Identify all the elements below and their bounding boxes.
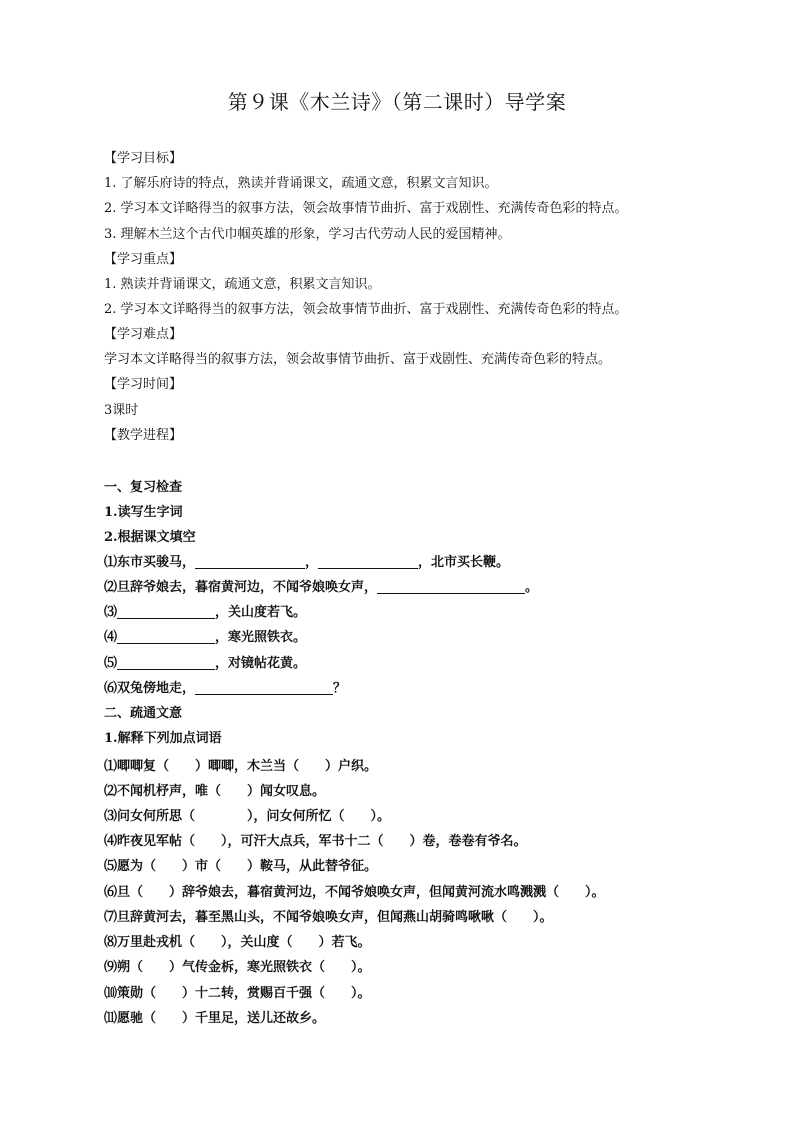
fill-question-5-text-b: ，对镜帖花黄。 — [215, 656, 307, 671]
fill-question-6-text-a: ⑹双兔傍地走， — [104, 681, 196, 696]
word-question-10: ⑽策勋（ ）十二转，赏赐百千强（ ）。 — [104, 986, 371, 1001]
page-title: 第９课《木兰诗》（第二课时）导学案 — [227, 90, 567, 114]
fill-question-3-text-b: ，关山度若飞。 — [215, 605, 307, 620]
word-question-9: ⑼朔（ ）气传金柝，寒光照铁衣（ ）。 — [104, 960, 371, 975]
word-question-5: ⑸愿为（ ）市（ ）鞍马，从此替爷征。 — [104, 859, 378, 874]
word-question-7: ⑺旦辞黄河去，暮至黑山头，不闻爷娘唤女声，但闻燕山胡骑鸣啾啾（ ）。 — [104, 910, 553, 925]
meaning-heading: 二、疏通文意 — [104, 706, 183, 721]
answer-blank[interactable] — [117, 656, 215, 670]
answer-blank[interactable] — [195, 681, 333, 695]
word-question-11: ⑾愿驰（ ）千里足，送儿还故乡。 — [104, 1011, 326, 1026]
objective-item-1: 1. 了解乐府诗的特点，熟读并背诵课文，疏通文意，积累文言知识。 — [104, 176, 498, 191]
time-heading: 【学习时间】 — [104, 377, 183, 392]
answer-blank[interactable] — [195, 555, 305, 569]
key-point-item-1: 1. 熟读并背诵课文，疏通文意，积累文言知识。 — [104, 277, 381, 292]
objective-item-3: 3. 理解木兰这个古代巾帼英雄的形象，学习古代劳动人民的爱国精神。 — [104, 227, 511, 242]
review-heading: 一、复习检查 — [104, 480, 183, 495]
fill-question-4-text-a: ⑷ — [104, 630, 118, 645]
fill-question-5-text-a: ⑸ — [104, 656, 118, 671]
time-text: 3课时 — [104, 403, 139, 418]
word-question-2: ⑵不闻机杼声，唯（ ）闻女叹息。 — [104, 784, 326, 799]
fill-question-3-text-a: ⑶ — [104, 605, 118, 620]
difficulty-heading: 【学习难点】 — [104, 327, 183, 342]
fill-question-2 — [104, 580, 538, 596]
fill-question-4-text-b: ，寒光照铁衣。 — [215, 630, 307, 645]
answer-blank[interactable] — [377, 580, 525, 594]
word-question-4: ⑷昨夜见军帖（ ），可汗大点兵，军书十二（ ）卷，卷卷有爷名。 — [104, 834, 527, 849]
fill-question-1-text-b: ， — [305, 555, 319, 570]
objectives-heading: 【学习目标】 — [104, 151, 183, 166]
fill-question-2-text-b: 。 — [525, 580, 539, 595]
fill-question-1-text-a: ⑴东市买骏马， — [104, 555, 196, 570]
fill-question-1-text-c: ，北市买长鞭。 — [418, 555, 510, 570]
fill-question-1 — [104, 555, 509, 571]
review-sub-2: 2.根据课文填空 — [104, 530, 196, 545]
key-point-item-2: 2. 学习本文详略得当的叙事方法，领会故事情节曲折、富于戏剧性、充满传奇色彩的特点。 — [104, 302, 628, 317]
fill-question-6-text-b: ？ — [333, 681, 347, 696]
word-question-3: ⑶问女何所思（ ），问女何所忆（ ）。 — [104, 809, 391, 824]
fill-question-5 — [104, 656, 306, 672]
fill-question-4 — [104, 630, 306, 646]
fill-question-6 — [104, 681, 346, 697]
difficulty-text: 学习本文详略得当的叙事方法，领会故事情节曲折、富于戏剧性、充满传奇色彩的特点。 — [104, 352, 612, 367]
objective-item-2: 2. 学习本文详略得当的叙事方法，领会故事情节曲折、富于戏剧性、充满传奇色彩的特点。 — [104, 201, 628, 216]
meaning-sub-1: 1.解释下列加点词语 — [104, 731, 222, 746]
word-question-8: ⑻万里赴戎机（ ），关山度（ ）若飞。 — [104, 935, 371, 950]
key-points-heading: 【学习重点】 — [104, 252, 183, 267]
answer-blank[interactable] — [117, 605, 215, 619]
review-sub-1: 1.读写生字词 — [104, 505, 183, 520]
fill-question-2-text-a: ⑵旦辞爷娘去，暮宿黄河边，不闻爷娘唤女声， — [104, 580, 378, 595]
word-question-1: ⑴唧唧复（ ）唧唧，木兰当（ ）户织。 — [104, 759, 378, 774]
word-question-6: ⑹旦（ ）辞爷娘去，暮宿黄河边，不闻爷娘唤女声，但闻黄河流水鸣溅溅（ ）。 — [104, 885, 605, 900]
answer-blank[interactable] — [318, 555, 418, 569]
process-heading: 【教学进程】 — [104, 428, 183, 443]
fill-question-3 — [104, 605, 306, 621]
answer-blank[interactable] — [117, 630, 215, 644]
